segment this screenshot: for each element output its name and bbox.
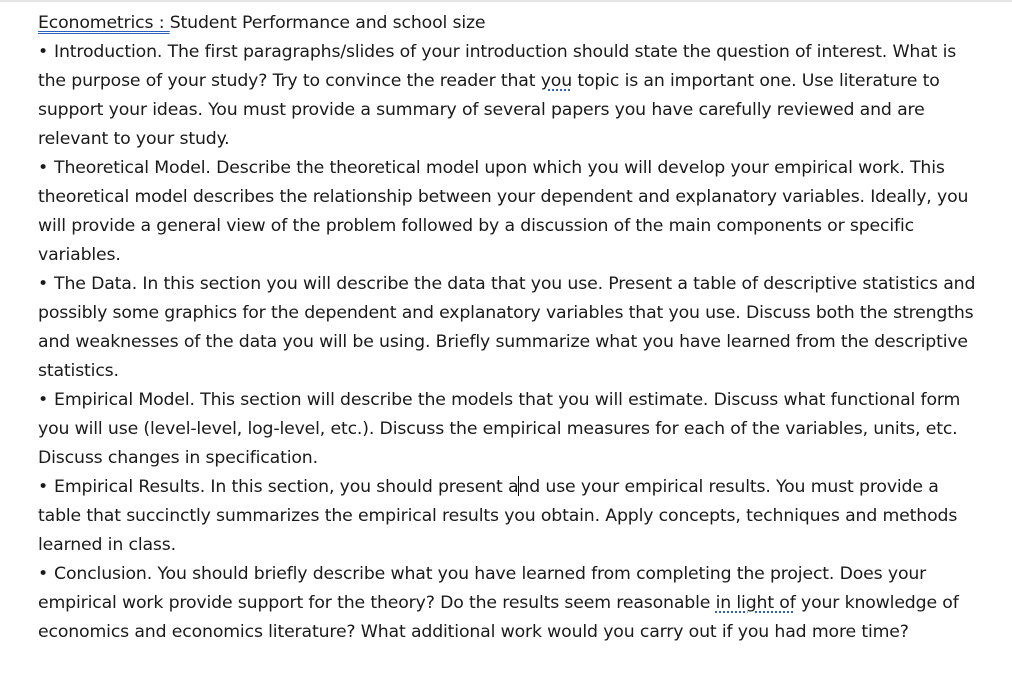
- bullet-glyph: •: [38, 564, 49, 584]
- section-text: your knowledge of economics and economics literature? What additional work would you carry out if you had more time?: [38, 593, 959, 642]
- title-separator: :: [153, 13, 170, 33]
- section-text: This section will describe the models that you will estimate. Discuss what functional form you will use (level-level, log-level, etc.). Discuss the empirical measures for each of the variables, units, etc. Discuss changes in specification.: [38, 390, 961, 468]
- section-theoretical-model: [38, 154, 983, 270]
- bullet-glyph: •: [38, 158, 49, 178]
- section-introduction: [38, 38, 983, 154]
- document-title: [38, 9, 983, 38]
- section-text: nd use your empirical results. You must provide a table that succinctly summarizes the empirical results you obtain. Apply concepts, techniques and methods learned in class.: [38, 477, 958, 555]
- section-the-data: [38, 270, 983, 386]
- bullet-glyph: •: [38, 477, 49, 497]
- section-text: In this section, you should present a: [205, 477, 519, 497]
- section-text: The first paragraphs/slides of your introduction should state the question of interest. What is the purpose of your study? Try to convince the reader that: [38, 42, 957, 91]
- document-body[interactable]: [38, 9, 983, 647]
- section-heading: The Data.: [54, 274, 138, 294]
- section-heading: Empirical Model.: [54, 390, 195, 410]
- section-heading: Conclusion.: [54, 564, 153, 584]
- section-empirical-model: [38, 386, 983, 473]
- section-empirical-results: [38, 473, 983, 560]
- grammar-flagged-word[interactable]: you: [540, 71, 573, 91]
- title-subject: Econometrics: [38, 13, 154, 33]
- bullet-glyph: •: [38, 390, 49, 410]
- section-text: topic is an important one. Use literature to support your ideas. You must provide a summary of several papers you have carefully reviewed and are relevant to your study.: [38, 71, 940, 149]
- section-text: Describe the theoretical model upon which you will develop your empirical work. This theoretical model describes the relationship between your dependent and explanatory variables. Ideally, you will provide a general view of the problem followed by a discussion of the main components or specific variables.: [38, 158, 969, 265]
- top-border: [0, 0, 1012, 2]
- bullet-glyph: •: [38, 274, 49, 294]
- section-heading: Introduction.: [54, 42, 163, 62]
- section-text: You should briefly describe what you have learned from completing the project. Does your empirical work provide support for the theory? Do the results seem reasonable: [38, 564, 927, 613]
- section-heading: Empirical Results.: [54, 477, 206, 497]
- section-text: In this section you will describe the data that you use. Present a table of descriptive statistics and possibly some graphics for the dependent and explanatory variables that you use. Discuss both the strengths and weaknesses of the data you will be using. Briefly summarize what you have learned from the descriptive statistics.: [38, 274, 976, 381]
- title-topic: Student Performance and school size: [169, 13, 486, 33]
- grammar-flagged-phrase[interactable]: in light of: [715, 593, 796, 613]
- section-conclusion: [38, 560, 983, 647]
- bullet-glyph: •: [38, 42, 49, 62]
- section-heading: Theoretical Model.: [54, 158, 211, 178]
